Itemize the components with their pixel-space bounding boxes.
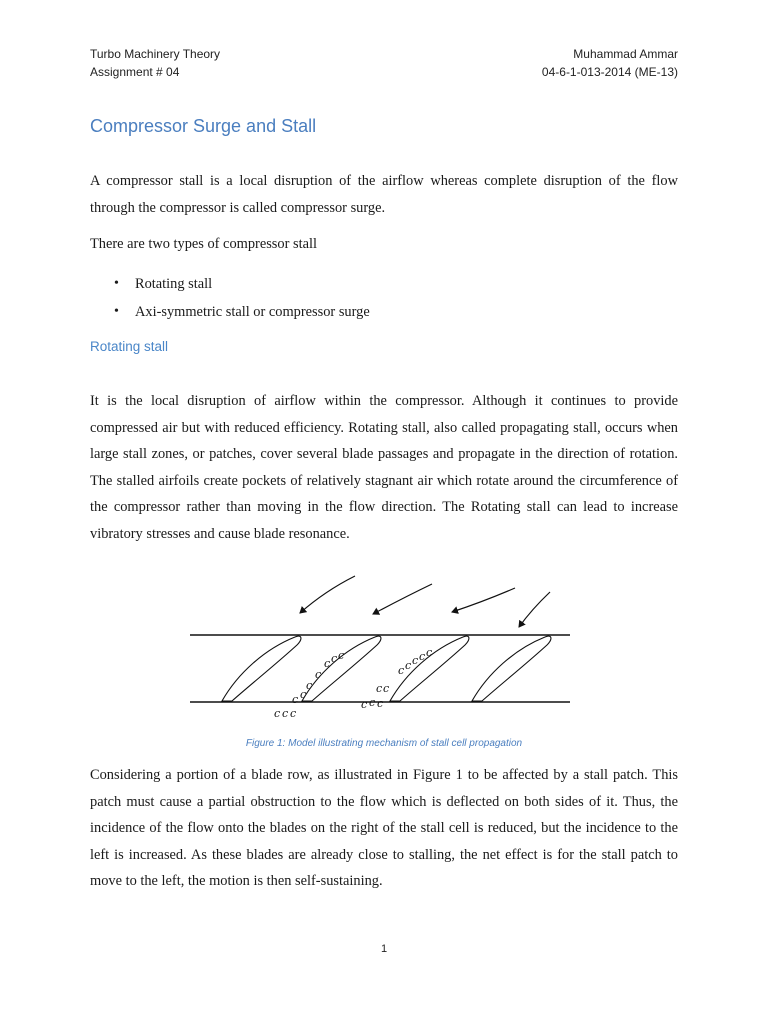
author-name: Muhammad Ammar xyxy=(573,47,678,61)
stall-mark: c xyxy=(412,654,419,667)
stall-mark: c xyxy=(398,664,405,677)
stall-mark: c xyxy=(274,707,281,720)
stall-mark: c xyxy=(306,679,313,692)
flow-arrow xyxy=(519,592,550,627)
stall-types-list xyxy=(90,270,370,326)
stall-mark: c xyxy=(376,682,383,695)
header-right xyxy=(542,45,678,81)
stall-mark: c xyxy=(383,682,390,695)
stall-mark: c xyxy=(324,657,331,670)
figure-caption: Figure 1: Model illustrating mechanism of stall cell propagation xyxy=(245,738,523,749)
list-item xyxy=(90,298,370,326)
stall-mark: c xyxy=(331,652,338,665)
stall-mark: c xyxy=(419,650,426,663)
stall-mark: c xyxy=(290,707,297,720)
stall-mark: c xyxy=(315,668,322,681)
stall-mark: c xyxy=(338,649,345,662)
explanation-paragraph: Considering a portion of a blade row, as illustrated in Figure 1 to be affected by a stall patch. This patch must cause a partial obstruction to the flow which is deflected on both sides of it. Thus, the incidence of the flow onto the blades on the right of the stall cell is reduced, but the incidence to the left is increased. As these blades are already close to stalling, the net effect is for the stall patch to move to the left, the motion is then self-sustaining. xyxy=(90,767,678,889)
blade xyxy=(302,636,381,701)
stall-mark: c xyxy=(405,659,412,672)
stall-mark: c xyxy=(426,646,433,659)
blade xyxy=(222,636,301,701)
flow-arrow xyxy=(373,584,432,614)
header-left xyxy=(90,45,220,81)
course-name: Turbo Machinery Theory xyxy=(90,47,221,61)
bullet-icon: • xyxy=(114,304,119,319)
page-number: 1 xyxy=(380,943,388,955)
stall-propagation-figure xyxy=(180,565,580,730)
stall-mark: c xyxy=(377,697,384,710)
section-heading-rotating-stall: Rotating stall xyxy=(90,339,169,354)
roll-number: 04-6-1-013-2014 (ME-13) xyxy=(541,65,678,79)
stall-mark: c xyxy=(300,688,307,701)
bullet-icon: • xyxy=(114,276,119,291)
stall-mark: c xyxy=(361,698,368,711)
list-item-text: Axi-symmetric stall or compressor surge xyxy=(135,304,370,320)
types-intro: There are two types of compressor stall xyxy=(90,236,317,252)
flow-arrow xyxy=(300,576,355,613)
flow-arrow xyxy=(452,588,515,612)
rotating-stall-paragraph: It is the local disruption of airflow within the compressor. Although it continues to provide compressed air but with reduced efficiency. Rotating stall, also called propagating stall, occurs when large stall zones, or patches, cover several blade passages and propagate in the direction of rotation. The stalled airfoils create pockets of relatively stagnant air which rotate around the circumference of the compressor rather than moving in the flow direction. The Rotating stall can lead to increase vibratory stresses and cause blade resonance. xyxy=(90,393,678,542)
stall-mark: c xyxy=(282,707,289,720)
stall-mark: c xyxy=(369,696,376,709)
assignment-number: Assignment # 04 xyxy=(90,65,180,79)
stall-mark: c xyxy=(292,693,299,706)
list-item xyxy=(90,270,370,298)
list-item-text: Rotating stall xyxy=(135,276,213,292)
blade xyxy=(472,636,551,701)
flow-arrows xyxy=(300,576,550,627)
intro-paragraph: A compressor stall is a local disruption of the airflow whereas complete disruption of the flow through the compressor is called compressor surge. xyxy=(90,173,678,216)
page-title: Compressor Surge and Stall xyxy=(90,116,317,136)
